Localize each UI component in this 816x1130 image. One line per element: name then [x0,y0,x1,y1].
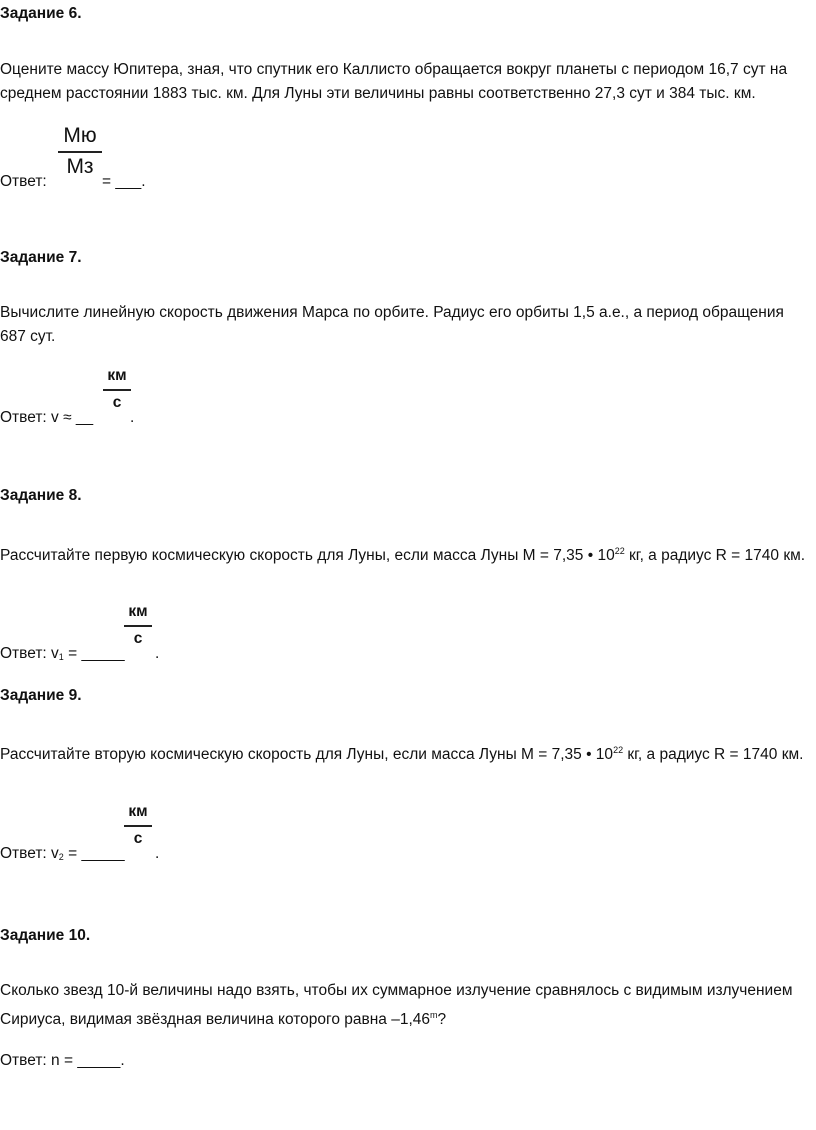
fraction-bar [103,389,131,391]
task-8-text-a: Рассчитайте первую космическую скорость для Луны, если масса Луны М = 7,35 • 10 [0,547,615,564]
task-9-text-b: кг, а радиус R = 1740 км. [623,746,804,763]
task-9-text-a: Рассчитайте вторую космическую скорость для Луны, если масса Луны М = 7,35 • 10 [0,746,614,763]
task-7-title: Задание 7. [0,249,82,266]
task-9-answer-label [0,842,125,869]
unit-numerator: км [128,603,148,620]
unit-denominator: с [112,393,122,411]
task-9-exponent: 22 [613,745,624,755]
task-6-answer-blank: = ___. [102,173,146,190]
unit-denominator: с [133,829,143,847]
task-10-superscript: m [430,1010,438,1020]
fraction-bar [58,151,102,153]
task-8-answer-label [0,642,125,669]
task-7-answer-end: . [130,409,135,426]
task-9-fraction [124,802,152,849]
task-6-fraction [58,124,102,179]
task-8-fraction [124,602,152,649]
task-8-title: Задание 8. [0,487,82,504]
task-6-text: Оцените массу Юпитера, зная, что спутник его Каллисто обращается вокруг планеты с периодом 16,7 сут на среднем расстоянии 1883 тыс. км. Для Луны эти величины равны соответственно 27,3 сут и 384 тыс. км. [0,61,788,102]
task-10-text [0,979,812,1032]
task-10-title: Задание 10. [0,927,91,944]
task-10-text-a: Сколько звезд 10-й величины надо взять, чтобы их суммарное излучение сравнялось с видимым излучением Сириуса, видимая звёздная величина которого равна –1,46 [0,982,793,1028]
task-9-answer-sub: 2 [58,852,64,862]
fraction-bar [124,625,152,627]
task-9-text [0,738,812,767]
unit-numerator: км [107,367,127,384]
fraction-numerator: Мю [63,124,97,147]
task-8-text [0,539,812,568]
task-9-answer-end: . [155,845,160,862]
task-10-answer: Ответ: n = _____. [0,1052,125,1069]
task-7-answer-label: Ответ: v ≈ __ [0,409,94,426]
task-9-title: Задание 9. [0,687,82,704]
task-8-answer-end: . [155,645,160,662]
task-6-answer-label: Ответ: [0,173,47,190]
task-8-answer-sub: 1 [58,652,64,662]
task-8-text-b: кг, а радиус R = 1740 км. [624,547,806,564]
task-8-answer-v: Ответ: v [0,645,59,662]
task-6-title: Задание 6. [0,5,82,22]
task-8-answer-blank: = _____ [63,645,125,662]
unit-numerator: км [128,803,148,820]
task-7-fraction [103,366,131,413]
task-8-exponent: 22 [614,546,625,556]
fraction-denominator: Мз [66,154,94,178]
task-7-text: Вычислите линейную скорость движения Марса по орбите. Радиус его орбиты 1,5 а.е., а период обращения 687 сут. [0,304,784,345]
unit-denominator: с [133,629,143,647]
task-9-answer-v: Ответ: v [0,845,59,862]
task-9-answer-blank: = _____ [63,845,125,862]
fraction-bar [124,825,152,827]
task-10-text-b: ? [437,1011,447,1028]
